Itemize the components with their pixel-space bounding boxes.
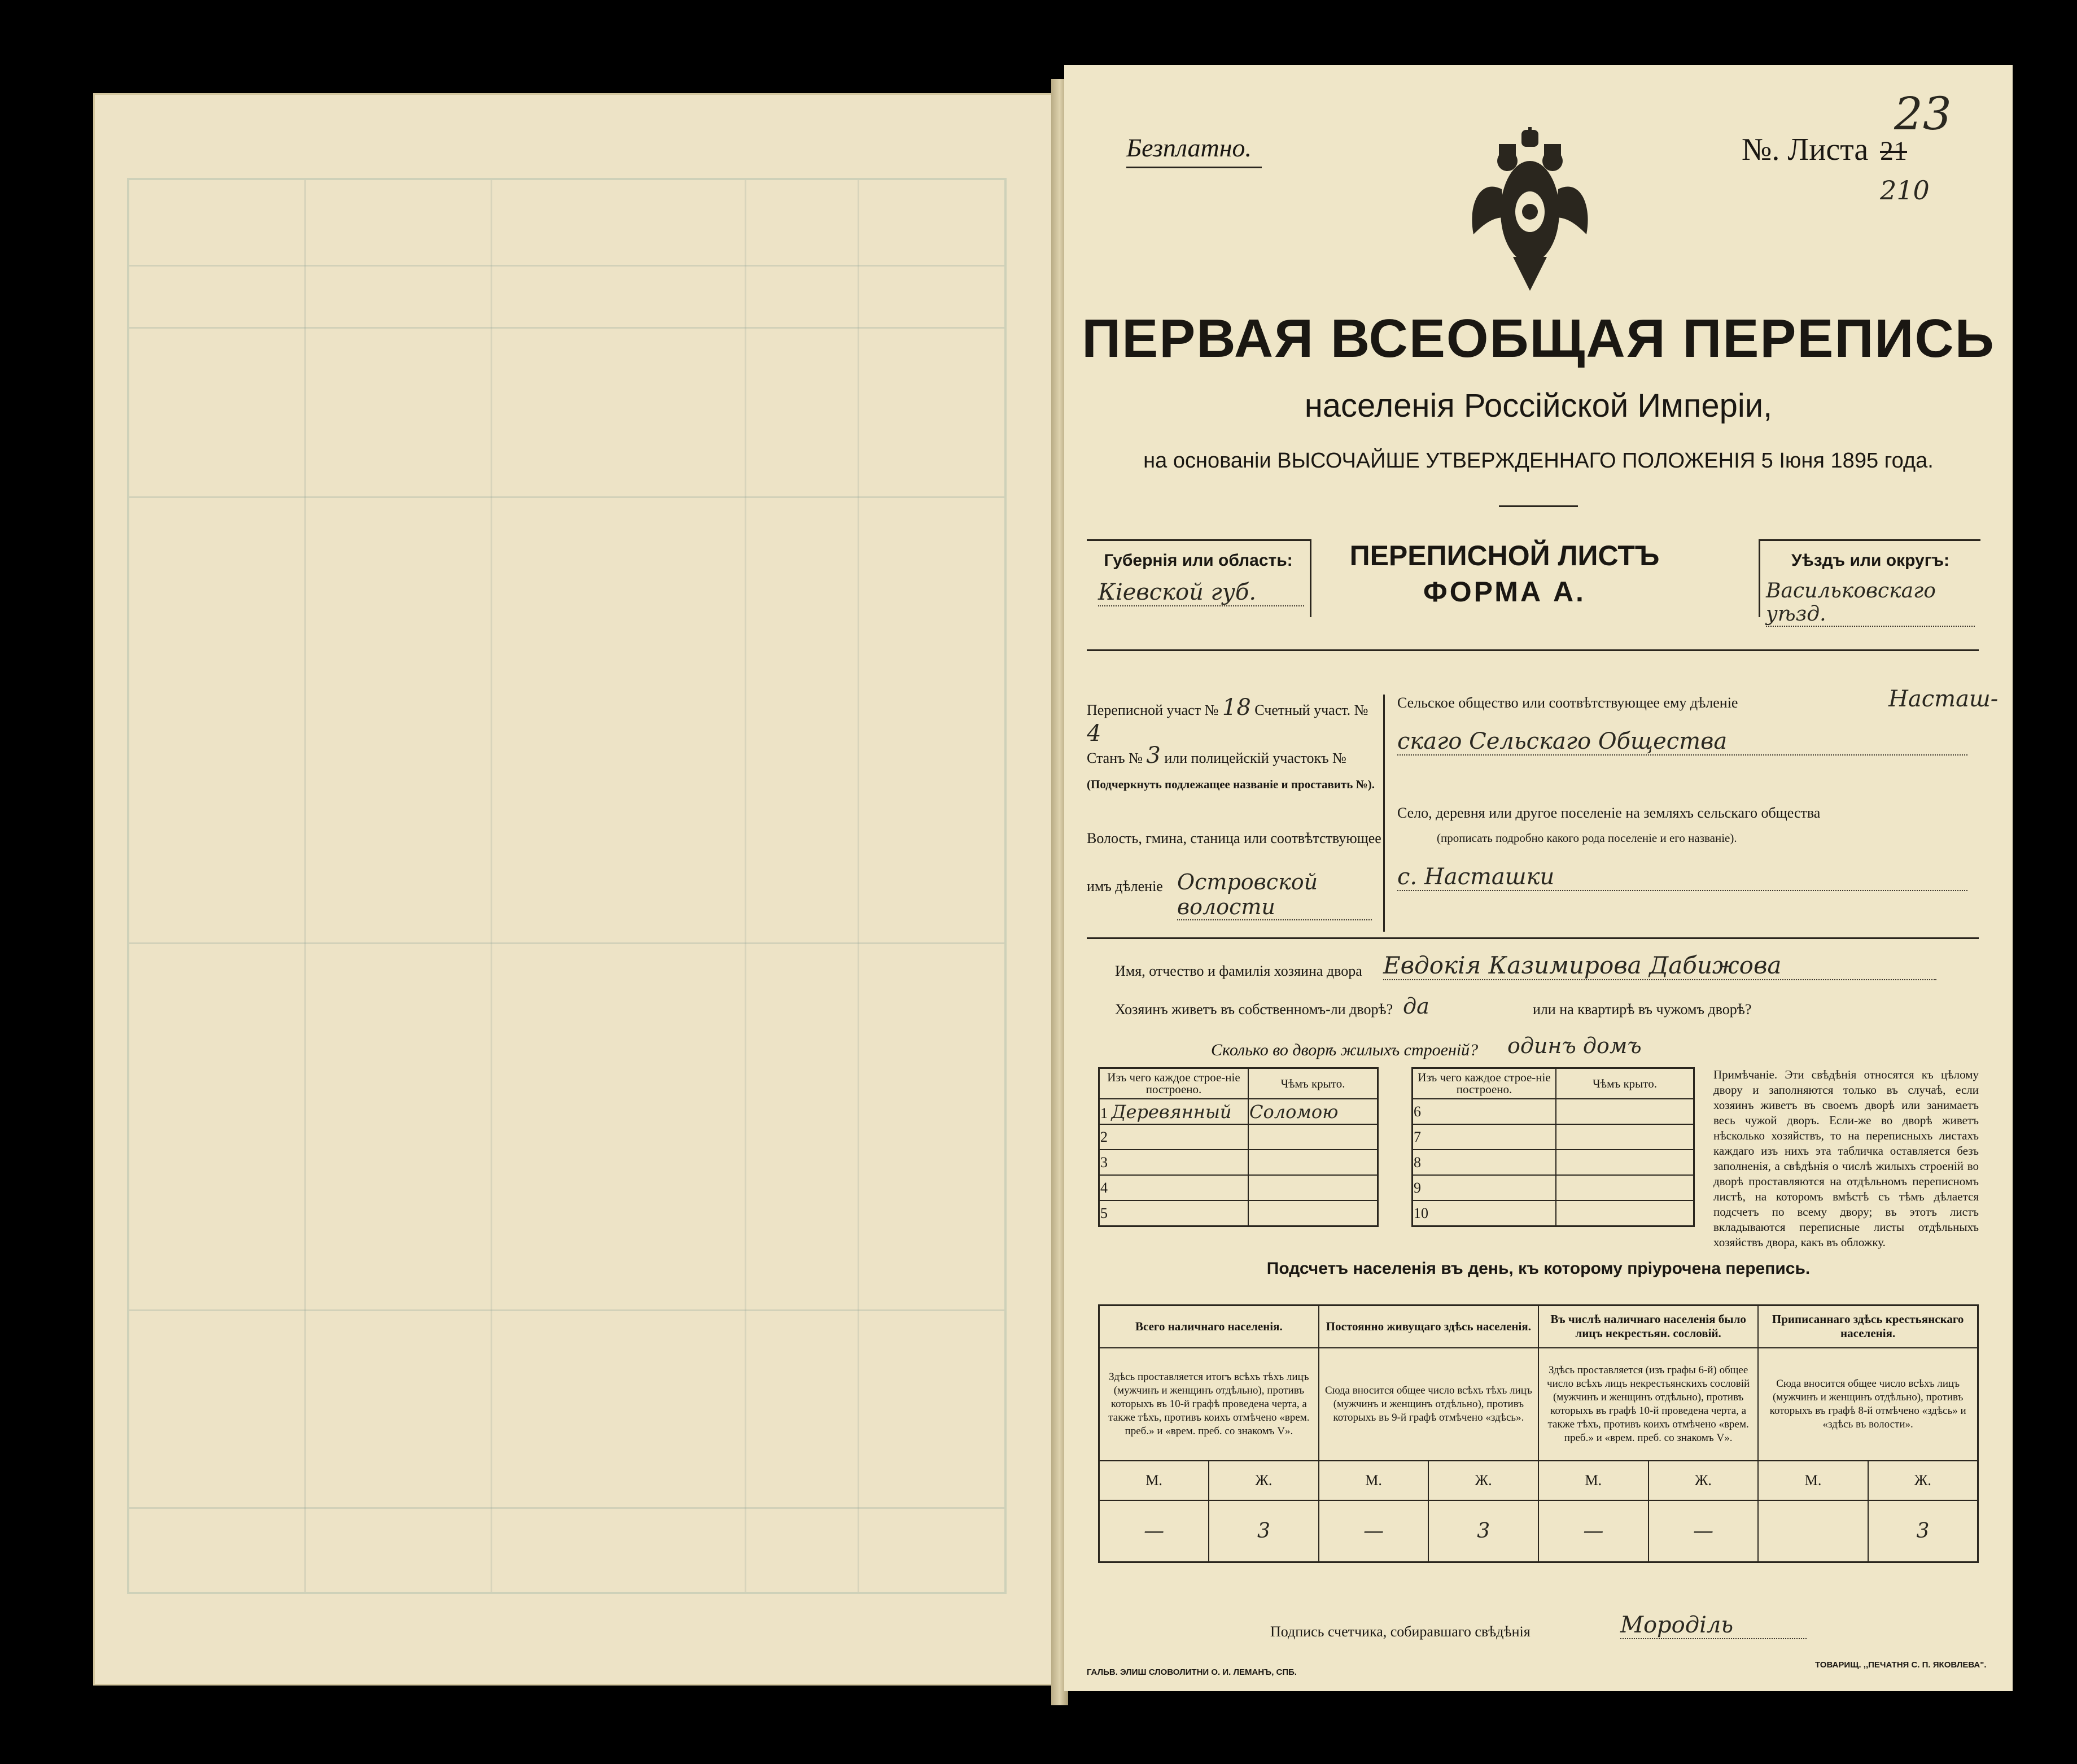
count-f-4: 3 (1868, 1500, 1978, 1562)
owner-lives-value: да (1403, 994, 1429, 1019)
gubernia-value: Кіевской губ. (1098, 579, 1304, 606)
sheet-title-block: ПЕРЕПИСНОЙ ЛИСТЪ ФОРМА А. (1349, 540, 1660, 608)
volost-label-2: имъ дѣленіе (1087, 878, 1163, 894)
count-f-1: 3 (1209, 1500, 1319, 1562)
signature-label: Подпись счетчика, собиравшаго свѣдѣнія (1270, 1623, 1531, 1640)
footer-right: ТОВАРИЩ. ,,ПЕЧАТНЯ С. П. ЯКОВЛЕВА". (1815, 1660, 1987, 1670)
owner-name-label: Имя, отчество и фамилія хозяина двора (1115, 963, 1362, 979)
village-value: с. Насташки (1397, 864, 1967, 891)
owner-rent-label: или на квартирѣ въ чужомъ дворѣ? (1533, 1001, 1752, 1018)
sheet-number-hand-top: 23 (1894, 88, 1952, 140)
village-note: (прописать подробно какого рода поселеніе и его названіе). (1437, 831, 1737, 845)
left-page (93, 93, 1053, 1686)
buildings-table-2: Изъ чего каждое строе-ніе построено. Чѣмъ крыто. 6 7 8 9 10 (1411, 1067, 1695, 1227)
count-m-3: — (1538, 1500, 1649, 1562)
uchast-line: Переписной участ № 18 Счетный участ. № 4 (1087, 695, 1368, 746)
sheet-number-crossed: 21 (1880, 136, 1907, 166)
count-heading: Подсчетъ населенія въ день, къ которому пріурочена перепись. (1266, 1259, 1811, 1278)
stan-line: Станъ № 3 или полицейскій участокъ № (1087, 743, 1346, 769)
signature-value: Мороділь (1620, 1612, 1807, 1639)
buildings-value: одинъ домъ (1507, 1033, 1642, 1058)
volost-label: Волость, гмина, станица или соотвѣтствующее (1087, 830, 1381, 846)
underline-note: (Подчеркнуть подлежащее названіе и проставить №). (1087, 778, 1375, 791)
sheet-number-label: №. Листа (1742, 132, 1869, 167)
society-value-1: Насташ- (1888, 686, 1999, 712)
population-count-table: Всего наличнаго населенія. Постоянно живущаго здѣсь населенія. Въ числѣ наличнаго населенія было лицъ некрестьян. сословій. Приписаннаго здѣсь крестьянскаго населенія. Здѣсь проставляется итогъ всѣхъ тѣхъ лицъ (мужчинъ и женщинъ отдѣльно), противъ которыхъ въ 10-й графѣ проведена черта, а также тѣхъ, противъ коихъ отмѣчено «врем. преб.» и «врем. преб. со знакомъ V». Сюда вносится общее число всѣхъ тѣхъ лицъ (мужчинъ и женщинъ отдѣльно), противъ которыхъ въ 9-й графѣ отмѣчено «здѣсь». Здѣсь проставляется (изъ графы 6-й) общее число всѣхъ лицъ некрестьянскихъ сословій (мужчинъ и женщинъ отдѣльно), противъ которыхъ въ графѣ 10-й проведена черта, а также тѣхъ, противъ коихъ отмѣчено «врем. преб.» и «врем. преб. со знакомъ V». Сюда вносится общее число всѣхъ лицъ (мужчинъ и женщинъ отдѣльно), противъ которыхъ въ графѣ 8-й отмѣчено «здѣсь» и «здѣсь въ волости». М. Ж. М. Ж. М. Ж. М. Ж. — 3 — 3 — — 3 (1098, 1304, 1979, 1563)
double-headed-eagle-emblem (1462, 127, 1598, 296)
owner-lives-label: Хозяинъ живетъ въ собственномъ-ли дворѣ? (1115, 1001, 1393, 1018)
sheet-number-hand: 210 (1880, 175, 1930, 206)
village-label: Село, деревня или другое поселеніе на земляхъ сельскаго общества (1397, 805, 1821, 821)
society-label: Сельское общество или соотвѣтствующее ему дѣленіе (1397, 695, 1738, 711)
count-f-2: 3 (1428, 1500, 1538, 1562)
buildings-note: Примѣчаніе. Эти свѣдѣнія относятся къ цѣлому двору и заполняются только въ случаѣ, если хозяинъ живетъ въ своемъ дворѣ или занимаетъ весь чужой дворъ. Если-же во дворѣ живетъ нѣсколько хозяйствъ, то на переписныхъ листахъ каждаго изъ нихъ эта табличка оставляется безъ заполненія, а свѣдѣнія о числѣ жилыхъ строеній во дворѣ проставляются на отдѣльномъ переписномъ листѣ, на которомъ вмѣстѣ съ тѣмъ дѣлается подсчетъ по всему двору; въ этотъ листъ вкладываются переписные листы отдѣльныхъ хозяйствъ двора, какъ въ обложку. (1713, 1068, 1979, 1249)
gubernia-box: Губернія или область: Кіевской губ. (1087, 539, 1311, 617)
bleed-through-grid (127, 178, 1007, 1594)
volost-value: Островской волости (1177, 870, 1372, 920)
free-label: Безплатно. (1126, 133, 1252, 162)
form-basis-line: на основаніи ВЫСОЧАЙШЕ УТВЕРЖДЕННАГО ПОЛОЖЕНІЯ 5 Іюня 1895 года. (1143, 449, 1934, 473)
ornament-divider (1499, 505, 1578, 507)
footer-left: ГАЛЬВ. ЭЛИШ СЛОВОЛИТНИ О. И. ЛЕМАНЪ, СПБ. (1087, 1667, 1297, 1677)
owner-name-value: Евдокія Казимирова Дабижова (1383, 951, 1936, 980)
form-subtitle: населенія Россійской Имперіи, (1304, 387, 1773, 424)
count-m-4 (1758, 1500, 1868, 1562)
buildings-label: Сколько во дворѣ жилыхъ строеній? (1211, 1041, 1479, 1059)
count-m-2: — (1319, 1500, 1429, 1562)
count-f-3: — (1649, 1500, 1759, 1562)
form-main-title: ПЕРВАЯ ВСЕОБЩАЯ ПЕРЕПИСЬ (1082, 308, 1995, 369)
society-value-2: скаго Сельскаго Общества (1397, 728, 1967, 756)
uezd-box: Уѣздъ или округъ: Васильковскаго уѣзд. (1759, 539, 1980, 617)
count-m-1: — (1099, 1500, 1209, 1562)
uezd-value: Васильковскаго уѣзд. (1766, 579, 1975, 627)
census-form-page (1064, 65, 2013, 1691)
buildings-table: Изъ чего каждое строе-ніе построено. Чѣмъ крыто. 1 Деревянный Соломою 2 3 4 5 (1098, 1067, 1379, 1227)
